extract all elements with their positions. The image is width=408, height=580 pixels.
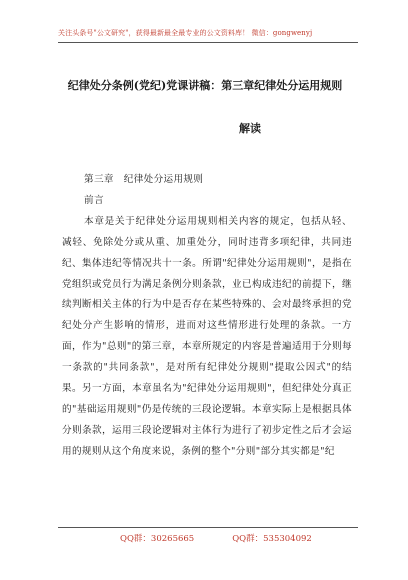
footer-contacts [120, 533, 320, 545]
qq-group-one: QQ群：30265665 [120, 534, 195, 544]
footer-divider [58, 527, 358, 528]
preface-heading: 前言 [84, 194, 104, 206]
body-paragraph: 本章是关于纪律处分运用规则相关内容的规定，包括从轻、减轻、免除处分或从重、加重处分，同时违背多项纪律，共同违纪、集体违纪等情况共十一条。所谓"纪律处分运用规则"，是指在党组织或党员行为满足条例分则条款，业已构成违纪的前提下，继续判断相关主体的行为中是否存在某些特殊的、会对最终承担的党纪处分产生影响的情形，进而对这些情形进行处理的条款。一方面，作为"总则"的第三章，本章所规定的内容是普遍适用于分则每一条款的"共同条款"，是对所有纪律处分规则"提取公因式"的结果。另一方面，本章虽名为"纪律处分运用规则"，但纪律处分真正的"基础运用规则"仍是传统的三段论逻辑。本章实际上是根据具体分则条款，运用三段论逻辑对主体行为进行了初步定性之后才会运用的规则从这个角度来说，条例的整个"分则"部分其实都是"纪 [62, 215, 352, 457]
header-divider [58, 42, 358, 43]
header-notice: 关注头条号"公文研究"，获得最新最全最专业的公文资料库！ 微信：gongwenyj [58, 29, 313, 37]
document-subtitle: 解读 [239, 122, 261, 135]
document-title: 纪律处分条例(党纪)党课讲稿：第三章纪律处分运用规则 [67, 79, 343, 92]
document-body [62, 170, 352, 463]
chapter-heading: 第三章 纪律处分运用规则 [84, 174, 204, 185]
qq-group-two: QQ群：535304092 [232, 534, 312, 544]
